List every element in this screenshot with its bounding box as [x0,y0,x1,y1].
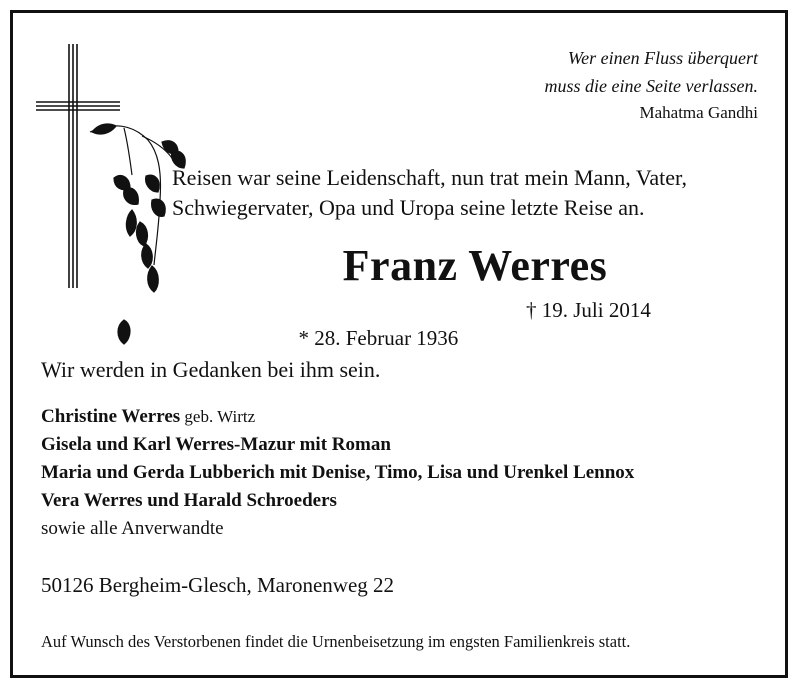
quote-block [545,44,758,126]
quote-line-1: Wer einen Fluss überquert [567,48,758,68]
birth-date: * 28. Februar 1936 [298,326,459,350]
mourner-row: Vera Werres und Harald Schroeders [41,490,337,511]
address-line: 50126 Bergheim-Glesch, Maronenweg 22 [41,573,395,597]
thoughts-line: Wir werden in Gedanken bei ihm sein. [41,357,381,382]
intro-line-2: Schwiegervater, Opa und Uropa seine letzte Reise an. [172,195,645,220]
mourner-row: Gisela und Karl Werres-Mazur mit Roman [41,434,391,455]
quote-author: Mahatma Gandhi [639,103,758,122]
intro-line-1: Reisen war seine Leidenschaft, nun trat mein Mann, Vater, [172,165,687,190]
mourner-primary-name: Christine Werres [41,406,181,427]
funeral-note: Auf Wunsch des Verstorbenen findet die Urnenbeisetzung im engsten Familienkreis statt. [41,632,631,651]
death-date: † 19. Juli 2014 [526,298,651,322]
mourners-closing: sowie alle Anverwandte [41,518,224,539]
mourner-primary [41,403,634,431]
mourner-row: Maria und Gerda Lubberich mit Denise, Timo, Lisa und Urenkel Lennox [41,462,635,483]
deceased-name: Franz Werres [342,241,608,290]
mourner-primary-maiden-name: geb. Wirtz [180,407,256,426]
quote-line-2: muss die eine Seite verlassen. [544,76,758,96]
leaf-branch-icon [90,124,185,344]
cross-icon [32,40,192,360]
mourners-list [41,403,634,543]
intro-text [172,163,687,223]
